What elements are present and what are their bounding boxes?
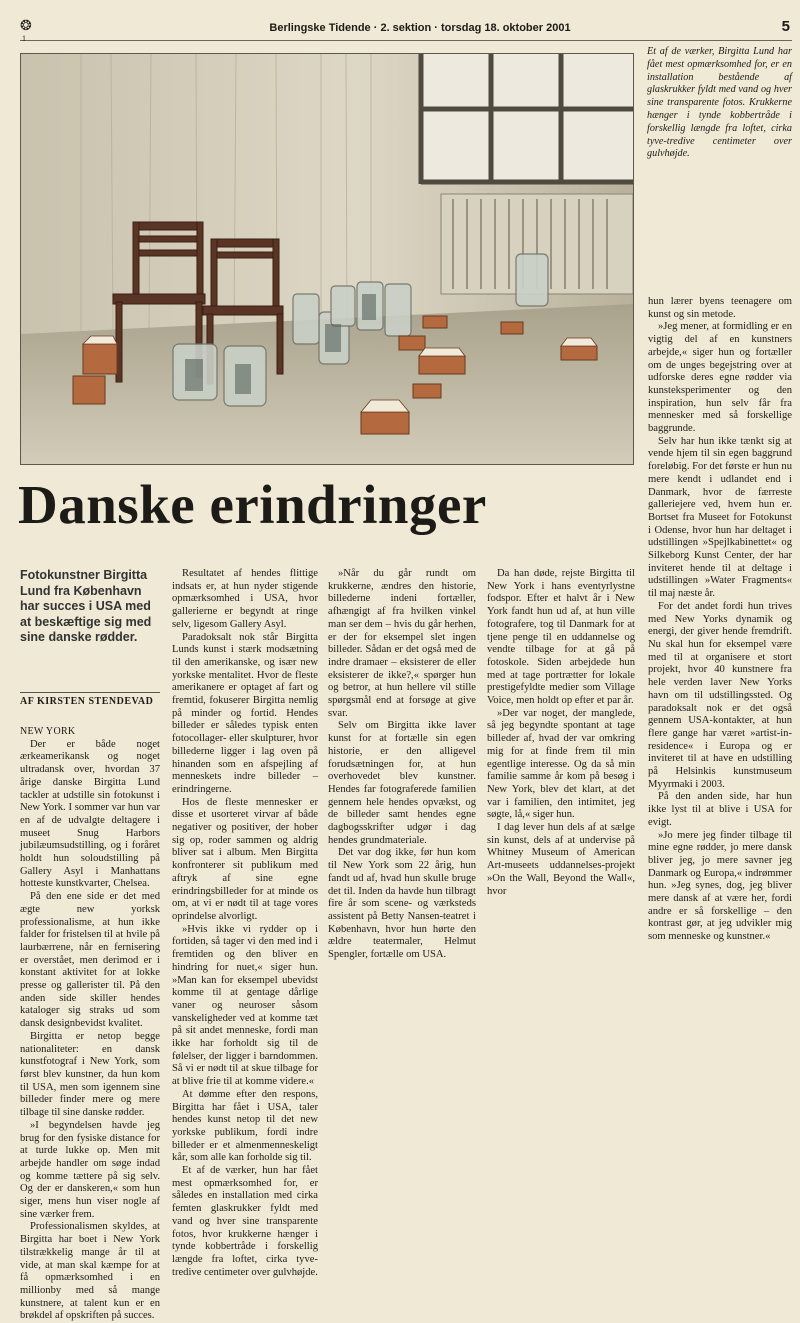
lead-paragraph: Fotokunstner Birgitta Lund fra København har succes i USA med at beskæftige sig med sine danske rødder. [20,568,152,644]
article-column-2 [172,568,318,1279]
paragraph: Hos de fleste mennesker er disse et usorteret virvar af både negativer og positiver, der hober sig op, roder sammen og aldrig bliver sat i album. Men Birgitta konfronterer sit publikum med aftryk af sine egne erindringsbilleder for at minde os om, at vi er nødt til at tage vores oprindelse alvorligt. [172,796,318,922]
article-photo [20,53,634,465]
paragraph: Det var dog ikke, før hun kom til New York som 22 årig, hun fandt ud af, hvad hun skulle bruge det til. Inden da havde hun tilbragt fire år som scene- og værksteds assistent på Betty Nansen-teatret i København, hvor hun hørte den ældre teatermaler, Helmut Spengler, fortælle om USA. [328,847,476,961]
newspaper-crest-icon: ❂ [20,19,32,34]
paragraph: Da han døde, rejste Birgitta til New York i hans eventyrlystne fodspor. Efter et halvt år i New York fandt hun ud af, at hun ville fotografere, tog til Danmark for at tjene penge til en uddannelse og vendte tilbage for at gå på fotoskole. Siden arbejdede hun med at tage portrætter for lokale prestigefyldte medier som Village Voice, men holdt op efter et par år. [487,568,635,707]
paragraph: »Når du går rundt om krukkerne, ændres den historie, billederne indeni fortæller, afhængigt af fra hvilken vinkel man ser dem – hvis du går herhen, er der for eksempel slet ingen billeder. Sådan er det også med de indre dramaer – eksisterer de eller eksisterer de ikke?,« spørger hun og betror, at hun hellere vil stille spørgsmål end at forsøge at give svar. [328,568,476,719]
paragraph: Selv har hun ikke tænkt sig at vende hjem til sin egen baggrund foreløbig. For det første er hun nu mere kendt i udlandet end i Danmark, hvor de færreste galleriejere ved, hvem hun er. Bortset fra Museet for Fotokunst i Odense, hvor hun har deltaget i udstillingen »Spejlkabinettet« og Silkeborg Kunst Center, der har inviteret hende til at deltage i udstillingen »Water Fragments« til maj næste år. [648,435,792,600]
page-number: 5 [781,18,790,35]
paragraph: hun lærer byens teenagere om kunst og sin metode. [648,296,792,320]
paragraph: »I begyndelsen havde jeg brug for den fysiske distance for at turde lukke op. Men mit arbejde handler om søge indad og komme tættere på sig selv. Og der er danskeren,« som hun siger, mens hun viser nogle af sine værker frem. [20,1119,160,1220]
article-column-1 [20,726,160,1323]
paragraph: Selv om Birgitta ikke laver kunst for at fortælle sin egen historie, er den alligevel forudsætningen for, at hun overhovedet blev kunstner. Hendes far fotograferede familien gennem hele hendes opvækst, og de billeder samt hendes egne dagbogsskrifter udgør i dag hendes grundmateriale. [328,720,476,846]
paragraph: I dag lever hun dels af at sælge sin kunst, dels af at undervise på Whitney Museum of American Art-museets uddannelses-projekt »On the Wall, Beyond the Wall«, hvor [487,822,635,897]
article-column-3 [328,568,476,962]
paragraph: På den anden side, har hun ikke lyst til at blive i USA for evigt. [648,791,792,828]
paragraph: Professionalismen skyldes, at Birgitta har boet i New York tilstrækkelig mange år til at vide, at man skal kæmpe for at få opmærksomhed i en millionby med så mange kunstnere, at talent kun er en brøkdel af opskriften på succes. [20,1221,160,1322]
paragraph: Der er både noget ærkeamerikansk og noget ultradansk over, hvordan 37 årige danske Birgitta Lund tackler at udstille sin fotokunst i New York. I sommer var hun var en af de udvalgte deltagere i museet Snug Harbors jubilæumsudstilling, og i foråret holdt hun soloudstilling på Gallery Asyl i Manhattans hotteste kunstkvarter, Chelsea. [20,738,160,890]
paragraph: På den ene side er det med ægte new yorksk professionalisme, at hun ikke falder for fristelsen til at hvile på laurbærrene, når en fernisering er overstået, men derimod er i konstant aktivitet for at lokke presse og gallerister til. På den anden side skiller hendes kataloger sig straks ud som dansk designbevidst kvalitet. [20,891,160,1030]
dateline: NEW YORK [20,726,76,737]
paragraph: At dømme efter den respons, Birgitta har fået i USA, taler hendes kunst netop til det new yorkske publikum, fordi indre billeder er et almenmenneskeligt kår, som alle kan forholde sig til. [172,1088,318,1164]
header-dateline: Berlingske Tidende · 2. sektion · torsdag 18. oktober 2001 [269,22,571,34]
paragraph: »Jeg mener, at formidling er en vigtig del af en kunstners arbejde,« siger hun og fortæller om de unges begejstring over at udforske deres egne rødder via kunsteksperimenter og den inspiration, hun selv får fra mennesker med så forskellige baggrunde. [648,321,792,435]
paragraph: Birgitta er netop begge nationaliteter: en dansk kunstfotograf i New York, som først blev kunstner, da hun kom til USA, men som igennem sine billeder finder mere og mere tilbage til sine danske rødder. [20,1030,160,1119]
page-header [20,18,792,41]
paragraph: Et af de værker, hun har fået mest opmærksomhed for, er således en installation med cirka femten glaskrukker fyldt med vand og hver sine transparente fotos, hvor krukkerne hænger i tynde kobbertråde i forskellig længde fra loftet, cirka tyve-tredive centimeter over gulvhøjde. [172,1165,318,1278]
paragraph: »Hvis ikke vi rydder op i fortiden, så tager vi den med ind i fremtiden og den bliver en hindring for nuet,« siger hun. »Man kan for eksempel ubevidst komme til at gentage dårlige vaner og neuroser såsom vanskeligheder ved at komme tæt på sit andet menneske, fordi man ikke har forholdt sig til de følelser, der ligger i barndommen. Så vi er nødt til at skue tilbage for at blive frie til at komme videre.« [172,923,318,1088]
paragraph: Resultatet af hendes flittige indsats er, at hun nyder stigende opmærksomhed i USA, hvor gallerierne er begyndt at ringe selv, ligesom Gallery Asyl. [172,568,318,630]
headline: Danske erindringer [18,474,487,535]
paragraph: For det andet fordi hun trives med New Yorks dynamik og energi, der giver hende fremdrift. Nu skal hun for eksempel være med til at organisere et stort projekt, hvor 40 kunstnere fra hele verden laver New Yorks havn om til udstillingssted. Og paradoksalt nok er det også gennem USA-kontakter, at hun flere gange har været »artist-in-residence« i Europa og er inviteret til at have en udstilling på Helsinkis kunstmuseum Myyrmaki i 2003. [648,600,792,790]
paragraph: »Der var noget, der manglede, så jeg begyndte spontant at tage billeder af, hvad der var omkring mig for at finde frem til min egentlige interesse. Og da så min familie samme år kom på besøg i New York, blev det klart, at det var i familien, den intimitet, jeg søgte, lå,« siger hun. [487,707,635,821]
article-column-4 [487,568,635,898]
installation-photo-illustration [21,54,633,464]
photo-caption: Et af de værker, Birgitta Lund har fået mest opmærksomhed for, er en installation bestående af glaskrukker fyldt med vand og hver sine transparente fotos. Krukkerne hænger i tynde kobbertråde i forskellig længde fra loftet, cirka tyve-tredive centimeter over gulvhøjde. [647,46,792,160]
article-column-5 [648,296,792,944]
page-mark: 1 [22,34,26,43]
paragraph: »Jo mere jeg finder tilbage til mine egne rødder, jo mere dansk bliver jeg, jo mere savner jeg Danmark og Europa,« indrømmer hun. »Jeg synes, dog, jeg bliver mere dansk af at være her, fordi andre er så forskellige – den kontrast gør, at jeg udvikler mig som menneske og kunstner.« [648,829,792,943]
paragraph: Paradoksalt nok står Birgitta Lunds kunst i stærk modsætning til den amerikanske, og især new yorkske mentalitet. Hvor de fleste amerikanere er optaget af fart og fremtid, fokuserer Birgitta nemlig på minder og fortid. Hendes billeder er således typisk enten fotocollager- eller skulpturer, hvor billederne ligger i lag oven på hinanden som en afspejling af menneskets indre billeder – erindringerne. [172,631,318,795]
byline: AF KIRSTEN STENDEVAD [20,692,160,707]
